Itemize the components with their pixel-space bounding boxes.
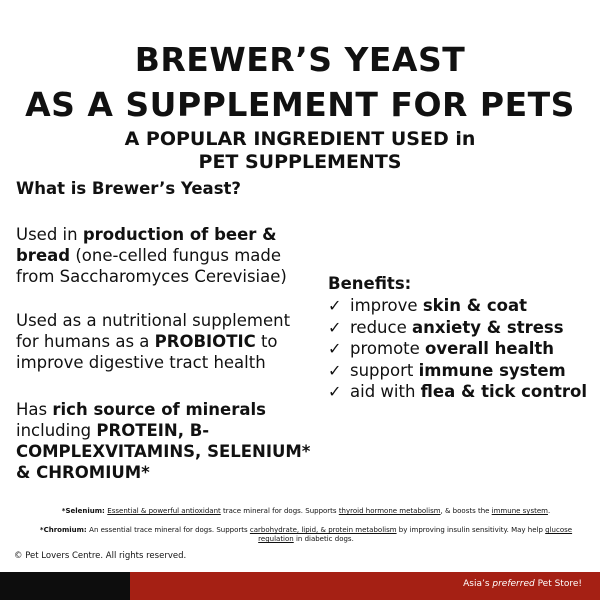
benefit-text: promote (350, 339, 420, 359)
p3-bold-d: PROTEIN, B-COMPLEXVITAMINS, SELENIUM* & CHROMIUM* (16, 421, 311, 482)
description-column (16, 178, 316, 483)
benefit-item (328, 295, 598, 317)
note-text: in diabetic dogs. (293, 535, 354, 543)
subtitle-line-1: A POPULAR INGREDIENT USED in (124, 128, 476, 150)
note-text: carbohydrate, lipid, & protein metabolism (249, 526, 397, 534)
benefit-bold: skin & coat (422, 296, 528, 316)
note-text: by improving insulin sensitivity. May help (396, 526, 546, 534)
title-line-1: BREWER’S YEAST (134, 40, 466, 79)
p1-text-a: Used in (16, 225, 83, 244)
benefit-bold: immune system (418, 360, 566, 380)
benefits-list (328, 273, 598, 403)
benefits-heading: Benefits: (328, 274, 412, 293)
benefit-bold: overall health (425, 339, 555, 359)
p3-bold-b: rich source of minerals (52, 400, 266, 419)
copyright-text: © Pet Lovers Centre. All rights reserved. (14, 551, 187, 561)
tagline-text: Asia’s (463, 579, 493, 589)
subtitle-line-2: PET SUPPLEMENTS (198, 151, 402, 173)
benefit-text: support (350, 360, 414, 380)
check-icon: ✓ (328, 360, 342, 380)
selenium-label: *Selenium: (61, 507, 108, 515)
footer-bar-red (130, 572, 600, 600)
paragraph-production (16, 224, 316, 287)
p3-text-c: including (16, 421, 97, 440)
selenium-footnote (22, 507, 590, 516)
paragraph-minerals (16, 399, 316, 483)
footer-bar-black (0, 572, 130, 600)
note-text: glucose regulation (258, 526, 573, 543)
benefit-item (328, 317, 598, 339)
note-text: Essential & powerful antioxidant (107, 507, 221, 515)
p1-text-c: (one-celled fungus made from Saccharomyces Cerevisiae) (16, 246, 287, 286)
benefit-bold: flea & tick control (420, 382, 588, 402)
note-text: immune system (491, 507, 548, 515)
benefit-text: reduce (350, 317, 407, 337)
note-text: An essential trace mineral for dogs. Supports (89, 526, 250, 534)
benefit-bold: anxiety & stress (411, 317, 564, 337)
chromium-label: *Chromium: (39, 526, 90, 534)
benefit-item (328, 381, 598, 403)
note-text: , & boosts the (440, 507, 492, 515)
check-icon: ✓ (328, 296, 342, 316)
question-heading: What is Brewer’s Yeast? (16, 179, 241, 198)
p2-text-a: Used as a nutritional supplement for humans as a (16, 311, 291, 351)
p1-bold: production of beer & bread (16, 225, 277, 265)
check-icon: ✓ (328, 382, 342, 402)
benefit-item (328, 360, 598, 382)
note-text: trace mineral for dogs. Supports (220, 507, 339, 515)
p2-text-c: to improve digestive tract health (16, 332, 278, 372)
check-icon: ✓ (328, 317, 342, 337)
p3-text-a: Has (16, 400, 53, 419)
p2-bold: PROBIOTIC (154, 332, 256, 351)
footnotes (22, 507, 590, 544)
benefit-text: aid with (350, 382, 416, 402)
benefit-text: improve (350, 296, 418, 316)
benefit-item (328, 338, 598, 360)
note-text: . (547, 507, 551, 515)
check-icon: ✓ (328, 339, 342, 359)
store-tagline (463, 579, 582, 589)
title-line-2: AS A SUPPLEMENT FOR PETS (25, 85, 575, 124)
tagline-text: Pet Store! (534, 579, 582, 589)
note-text: thyroid hormone metabolism (338, 507, 441, 515)
paragraph-probiotic (16, 310, 316, 373)
tagline-italic: preferred (492, 579, 535, 589)
chromium-footnote (22, 526, 590, 544)
